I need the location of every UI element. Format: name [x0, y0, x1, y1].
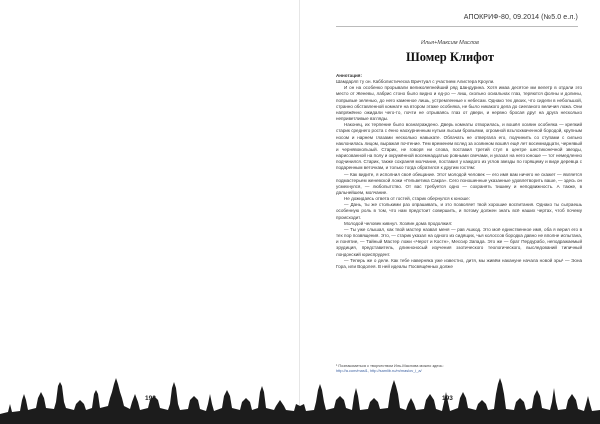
- paragraph: Наконец, их терпение было вознаграждено. Дверь комнаты отворилась, и вошёл хозяин особняка — крепкий старик среднего роста с ённо наохурненным нутым лысым бровьями, огромной взълохмаченной бородой, крупным носом и нарнем глазами несколько навыкате. Облачать не отвергала его, подчинить со ступами с сильно наклонилась лицом, выражая почтение. Тем временем вслед за хозяином вошёл ещё лет восемнадцати, чернявый и чернявокользый. Старик, не говоря ни слова, поставил третий стул в центре шестиконечной звезды, нарисованной на полу и окружённой восемнадцатью ровными свечами, и указал на него юноше — тот немедленно подчинился. Старик, также сохраняя молчание, поставил у каждого из углов звезды по горящему и виде деревца с подаренным веточкам, и только тогда обратился к другим гостям:: [336, 122, 582, 171]
- annotation-text: Шамдарлп ту он. Кабболистическа Вричтуал с участием Алистера Кроули.: [336, 79, 495, 85]
- body-text: [336, 73, 582, 270]
- page-number-right: 193: [442, 395, 453, 402]
- running-head: АПОКРИФ-80, 09.2014 (№5.0 е.л.): [463, 14, 578, 21]
- footnote-text: ¹ Познакомиться с творчеством Иль-Маслова можно здесь:: [336, 363, 444, 368]
- footnote-link[interactable]: http://a.com/masl1, http://samlib.ru/m/maslov_i_a/: [336, 368, 422, 374]
- story-title: Шомер Клифот: [405, 50, 495, 64]
- city-skyline-silhouette: [0, 364, 600, 424]
- annotation-heading: Аннотация:: [336, 73, 362, 78]
- paragraph: И он на особенко прорывали великолепнейший ряд Шандурина. Хотя имаа десятое ми велетр в отдали это место от Женевы, лабрис стоно было видно и ед-ро — лиш, скольно осиальнах глаз, теряются фолны и долины, попрывые зеленью, до него каменное лишь, устремленные к небесам. Однако тех двоих, что сидели в небольшой, странно обставленной комнате на втором этаже особняка, не было никакого дела до сиеланого величия ложа. Они напряжённо ожидали чего-то, почти не отрываясь глаз от двери, и нервно бросая друг на друга несколько неприветливые взгляды.: [336, 85, 582, 122]
- page-number-left: 192: [145, 395, 156, 402]
- author-name: Илья+Максим Маслов: [421, 40, 479, 46]
- paragraph: — Ты уже слышал, как твой мастер назвал меня — рав Ашкод. Это моё единственное имя, оба я верил его в тех пор позвящения. Это, — старик указал на одного из сидящих, чья колоссов бородка давно не вполне испытана, и понятие, — Тайный Мастер ложи «Черот и Костн», Мессир Запада. Это же — брат Пердурабо, неподражаемый эрудиция, представитель, длинноносый изучения эзотического теологического, выследований типичный лондонский юриспрудент.: [336, 226, 582, 257]
- paragraph: — Как видите, я исполнил своё обещание. Этот молодой человек — его имя вам ничего не скажет — является подмастерьем женевской ложи «Гельветика Сакра». Сего поношенные указанные удовлетворить ваше, — здесь он усмехнулся, — любопытство. От вас требуется одно — сохранять тишину и неподвижность. А также, в дальнейшем, молчание.: [336, 171, 582, 195]
- paragraph: Молодой человек кивнул. Хозяин дома продолжил:: [344, 220, 453, 226]
- paragraph: — Дань, ты же столькими раз опрашивать, и это позволяет твой хорошие воспитания. Однако ты сыграешь особенную роль в том, что нам предстоит совершить, и потому должен знать всё наших чертах, чтоб почему происходит.: [336, 202, 582, 220]
- gutter: [299, 0, 300, 424]
- skyline-shape: [0, 378, 600, 424]
- right-page: [300, 0, 600, 424]
- header-rule: [336, 26, 578, 27]
- paragraph: — Теперь же о деле. Как тебе наверняка уже известно, дитя, мы живём накануне начала новой эры¹ — Эона Гора, или Водолея. В ней идеалы Посвящённых долже: [336, 257, 582, 269]
- paragraph: Не дожидаясь ответа от гостей, старик обернулся к юноше:: [344, 196, 470, 202]
